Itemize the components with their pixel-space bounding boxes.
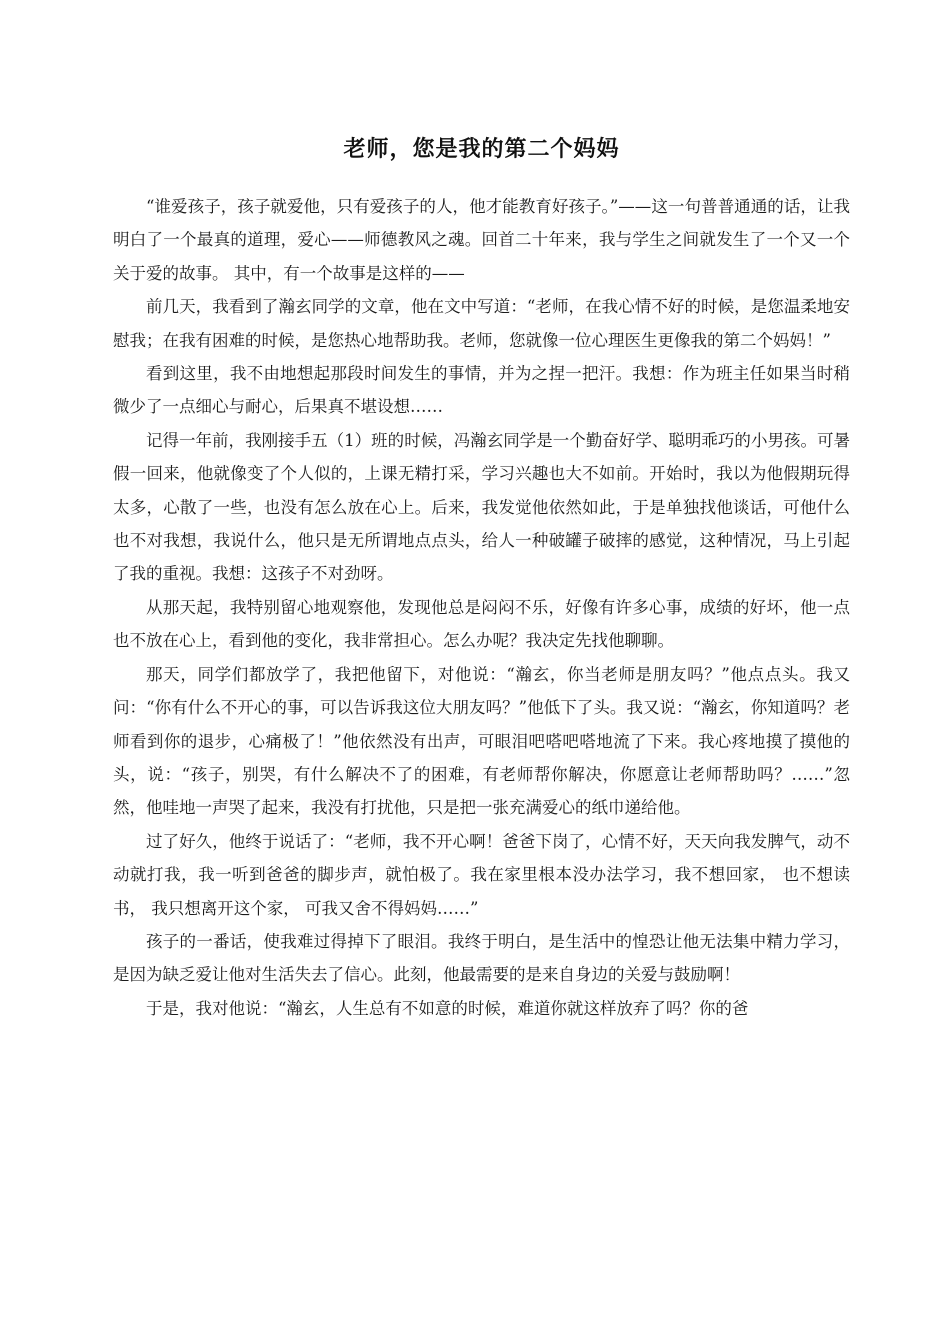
document-body (113, 190, 850, 1025)
paragraph: “谁爱孩子，孩子就爱他，只有爱孩子的人，他才能教育好孩子。”——这一句普普通通的话，让我明白了一个最真的道理，爱心——师德教风之魂。回首二十年来，我与学生之间就发生了一个又一个关于爱的故事。 其中，有一个故事是这样的—— (113, 197, 850, 283)
paragraph: 记得一年前，我刚接手五（1）班的时候，冯瀚玄同学是一个勤奋好学、聪明乖巧的小男孩。可暑假一回来，他就像变了个人似的，上课无精打采，学习兴趣也大不如前。开始时，我以为他假期玩得太多，心散了一些，也没有怎么放在心上。后来，我发觉他依然如此，于是单独找他谈话，可他什么也不对我想，我说什么，他只是无所谓地点点头，给人一种破罐子破摔的感觉，这种情况，马上引起了我的重视。我想：这孩子不对劲呀。 (113, 430, 850, 584)
paragraph: 从那天起，我特别留心地观察他，发现他总是闷闷不乐，好像有许多心事，成绩的好坏，他一点也不放在心上，看到他的变化，我非常担心。怎么办呢？我决定先找他聊聊。 (113, 597, 850, 651)
paragraph: 前几天，我看到了瀚玄同学的文章，他在文中写道：“老师，在我心情不好的时候，是您温柔地安慰我；在我有困难的时候，是您热心地帮助我。老师，您就像一位心理医生更像我的第二个妈妈！” (113, 297, 850, 350)
document-title: 老师，您是我的第二个妈妈 (343, 137, 620, 162)
paragraph: 看到这里，我不由地想起那段时间发生的事情，并为之捏一把汗。我想：作为班主任如果当时稍微少了一点细心与耐心，后果真不堪设想…… (113, 364, 850, 417)
paragraph: 于是，我对他说：“瀚玄，人生总有不如意的时候，难道你就这样放弃了吗？你的爸 (146, 998, 749, 1018)
paragraph: 过了好久，他终于说话了：“老师，我不开心啊！爸爸下岗了，心情不好，天天向我发脾气，动不动就打我，我一听到爸爸的脚步声，就怕极了。我在家里根本没办法学习，我不想回家， 也不想读书， 我只想离开这个家， 可我又舍不得妈妈……” (113, 831, 850, 918)
paragraph: 那天，同学们都放学了，我把他留下，对他说：“瀚玄，你当老师是朋友吗？”他点点头。我又问：“你有什么不开心的事，可以告诉我这位大朋友吗？”他低下了头。我又说：“瀚玄，你知道吗？老师看到你的退步，心痛极了！”他依然没有出声，可眼泪吧嗒吧嗒地流了下来。我心疼地摸了摸他的头，说：“孩子，别哭，有什么解决不了的困难，有老师帮你解决，你愿意让老师帮助吗？……”忽然，他哇地一声哭了起来，我没有打扰他，只是把一张充满爱心的纸巾递给他。 (113, 664, 850, 818)
paragraph: 孩子的一番话，使我难过得掉下了眼泪。我终于明白，是生活中的惶恐让他无法集中精力学习，是因为缺乏爱让他对生活失去了信心。此刻，他最需要的是来自身边的关爱与鼓励啊！ (113, 931, 850, 985)
